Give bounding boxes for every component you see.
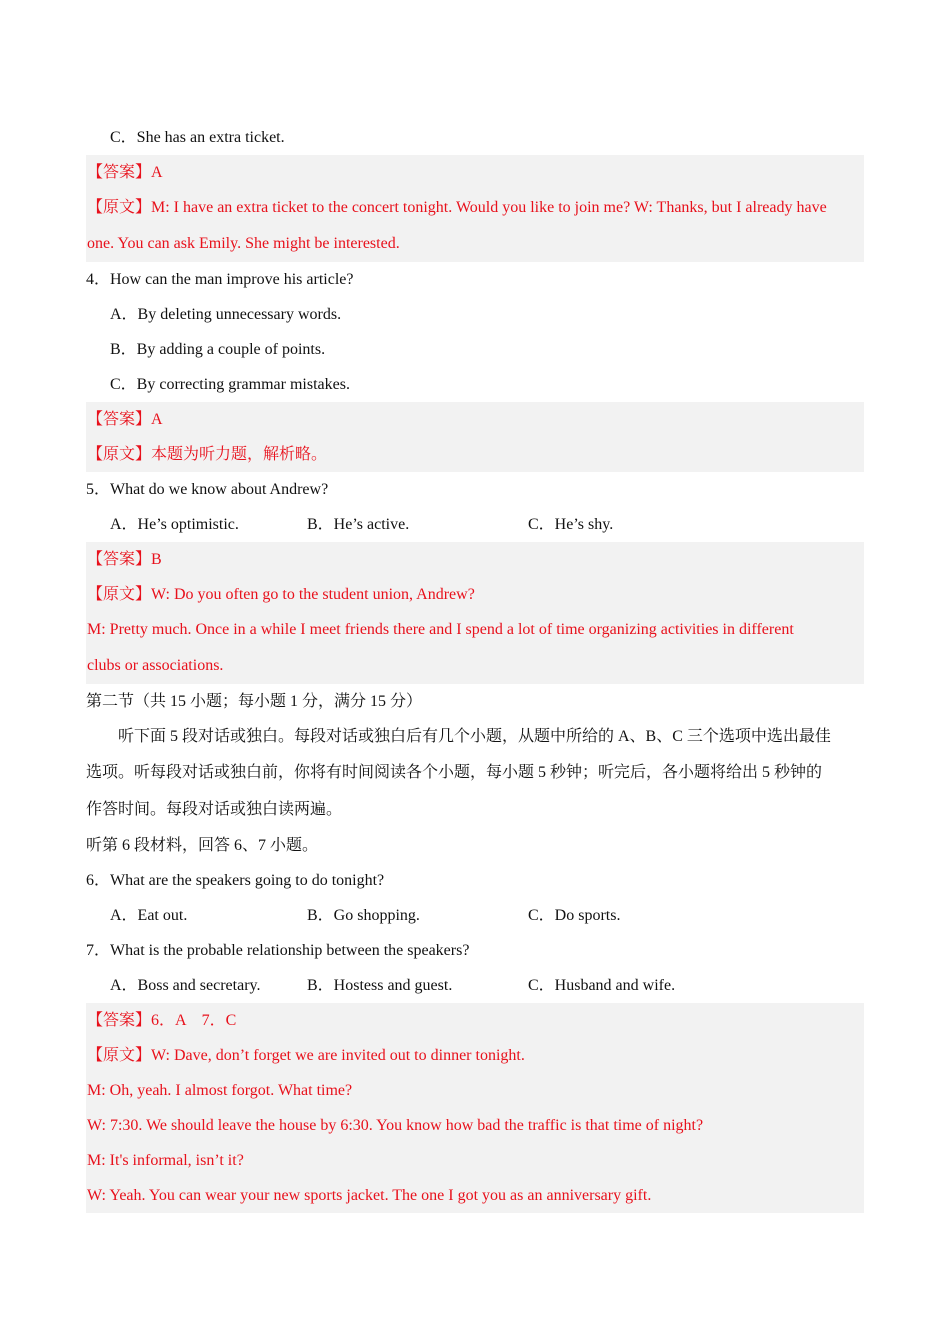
q5-script-line3: clubs or associations.	[87, 657, 224, 674]
q6-options	[86, 898, 864, 933]
q4-option-b: B．By adding a couple of points.	[110, 341, 326, 358]
q5-answer: 【答案】B	[87, 551, 162, 568]
q3-option-c: C．She has an extra ticket.	[110, 129, 285, 146]
q5-option-c: C．He’s shy.	[528, 516, 614, 533]
q5-question: 5．What do we know about Andrew?	[86, 481, 329, 498]
q4-answer: 【答案】A	[87, 411, 163, 428]
q7-option-b: B．Hostess and guest.	[307, 977, 453, 994]
q5-options	[86, 507, 864, 542]
document-page	[86, 120, 864, 1213]
q4-answer-box	[86, 402, 864, 472]
q6-question: 6．What are the speakers going to do tonight?	[86, 872, 385, 889]
section2-instructions-line2: 选项。听每段对话或独白前，你将有时间阅读各个小题，每小题 5 秒钟；听完后，各小题将给出 5 秒钟的	[86, 764, 823, 781]
q67-script-line2: M: Oh, yeah. I almost forgot. What time?	[87, 1082, 353, 1099]
q3-script-line2: one. You can ask Emily. She might be interested.	[87, 235, 400, 252]
material-6-heading: 听第 6 段材料，回答 6、7 小题。	[86, 837, 319, 854]
q67-answer: 【答案】6．A 7．C	[87, 1012, 237, 1029]
q7-options	[86, 968, 864, 1003]
q3-answer: 【答案】A	[87, 164, 163, 181]
q3-script-line1: 【原文】M: I have an extra ticket to the concert tonight. Would you like to join me? W: Thanks, but I already have	[87, 199, 827, 216]
q67-script-line3: W: 7:30. We should leave the house by 6:30. You know how bad the traffic is that time of night?	[87, 1117, 704, 1134]
section2-instructions-line1: 听下面 5 段对话或独白。每段对话或独白后有几个小题，从题中所给的 A、B、C 三个选项中选出最佳	[118, 728, 831, 745]
q6-option-a: A．Eat out.	[110, 907, 188, 924]
q4-question: 4．How can the man improve his article?	[86, 271, 354, 288]
q4-script: 【原文】本题为听力题，解析略。	[87, 446, 328, 463]
q4-option-c: C．By correcting grammar mistakes.	[110, 376, 350, 393]
q5-option-b: B．He’s active.	[307, 516, 410, 533]
q5-script-line2: M: Pretty much. Once in a while I meet friends there and I spend a lot of time organizing activities in different	[87, 621, 794, 638]
q5-option-a: A．He’s optimistic.	[110, 516, 239, 533]
q5-answer-box	[86, 542, 864, 684]
q67-answer-box	[86, 1003, 864, 1213]
q6-option-c: C．Do sports.	[528, 907, 621, 924]
q7-option-a: A．Boss and secretary.	[110, 977, 261, 994]
section2-instructions-line3: 作答时间。每段对话或独白读两遍。	[86, 801, 343, 818]
q67-script-line1: 【原文】W: Dave, don’t forget we are invited out to dinner tonight.	[87, 1047, 525, 1064]
q7-option-c: C．Husband and wife.	[528, 977, 676, 994]
q7-question: 7．What is the probable relationship between the speakers?	[86, 942, 470, 959]
q67-script-line4: M: It's informal, isn’t it?	[87, 1152, 244, 1169]
q5-script-line1: 【原文】W: Do you often go to the student union, Andrew?	[87, 586, 475, 603]
q3-answer-box	[86, 155, 864, 262]
section2-heading: 第二节（共 15 小题；每小题 1 分，满分 15 分）	[86, 693, 423, 710]
q6-option-b: B．Go shopping.	[307, 907, 420, 924]
q67-script-line5: W: Yeah. You can wear your new sports jacket. The one I got you as an anniversary gift.	[87, 1187, 652, 1204]
q4-option-a: A．By deleting unnecessary words.	[110, 306, 342, 323]
